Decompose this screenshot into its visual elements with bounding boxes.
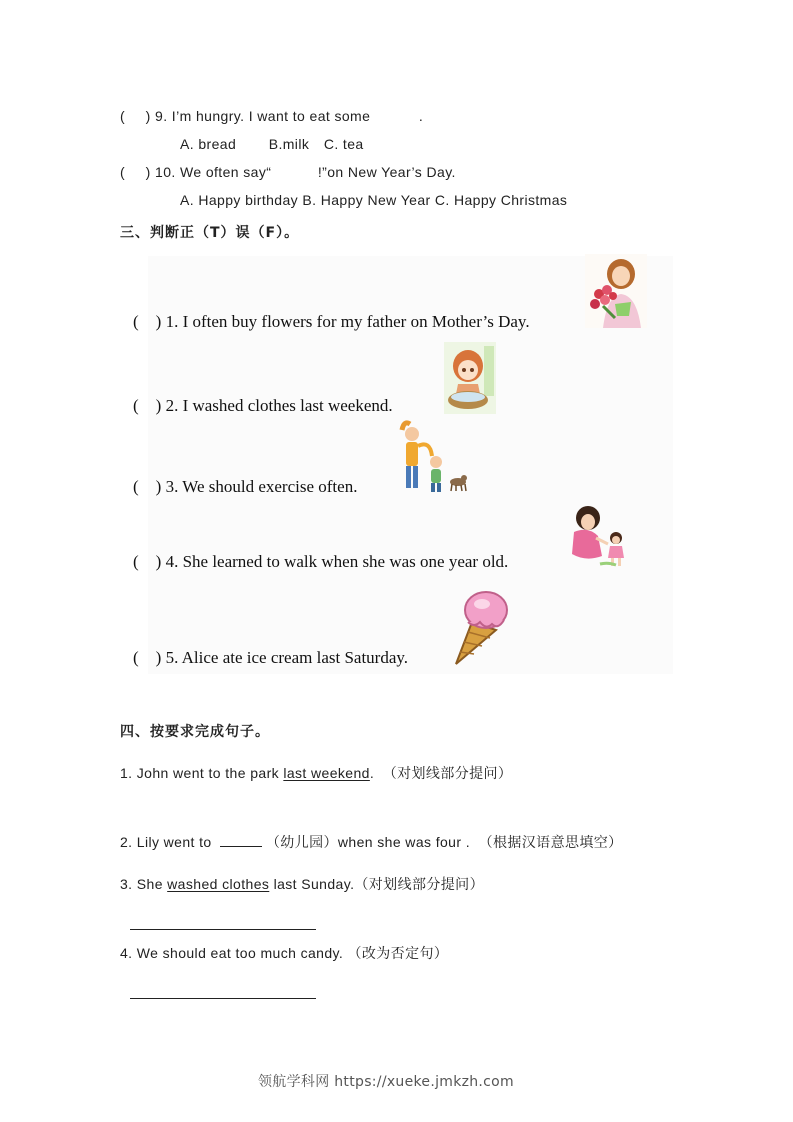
ice-cream-cone-illustration xyxy=(450,586,510,666)
question-text: I’m hungry. I want to eat some xyxy=(171,108,371,124)
sentence-q2 xyxy=(120,832,623,852)
answer-paren-close: ) xyxy=(145,108,151,124)
mother-and-toddler-illustration xyxy=(568,502,632,568)
footer-watermark: 领航学科网 https://xueke.jmkzh.com xyxy=(258,1074,514,1090)
statement-text: 3. We should exercise often. xyxy=(165,477,358,496)
q3-underlined: washed clothes xyxy=(167,876,270,892)
girl-washing-clothes-illustration xyxy=(444,342,496,414)
tf-item-1 xyxy=(133,312,530,332)
q4-answer-line[interactable] xyxy=(130,998,316,999)
answer-paren: ( ) xyxy=(133,396,162,415)
question-9 xyxy=(120,108,423,124)
q2-fill-blank[interactable] xyxy=(220,834,262,847)
q3-answer-line[interactable] xyxy=(130,929,316,930)
answer-paren: ( ) xyxy=(133,477,162,496)
q3-text-before: 3. She xyxy=(120,876,168,892)
mother-with-flowers-illustration xyxy=(585,254,647,328)
option-a: A. bread xyxy=(180,136,237,152)
answer-paren: ( ) xyxy=(133,312,162,331)
answer-paren: ( ) xyxy=(133,648,162,667)
statement-text: 2. I washed clothes last weekend. xyxy=(165,396,393,415)
tf-item-4 xyxy=(133,552,508,572)
q2-text-after: （幼儿园）when she was four . （根据汉语意思填空） xyxy=(265,834,623,850)
question-9-options xyxy=(180,136,364,152)
statement-text: 4. She learned to walk when she was one year old. xyxy=(165,552,509,571)
option-b: B.milk xyxy=(268,136,310,152)
tf-item-5 xyxy=(133,648,408,668)
section-4-title: 四、按要求完成句子。 xyxy=(120,724,270,740)
question-10-options: A. Happy birthday B. Happy New Year C. Happy Christmas xyxy=(180,192,568,208)
q3-text-after: last Sunday.（对划线部分提问） xyxy=(269,876,484,892)
tf-item-3 xyxy=(133,477,357,497)
answer-paren-close: ) xyxy=(145,164,151,180)
answer-paren-open: ( xyxy=(120,108,126,124)
q1-text-before: 1. John went to the park xyxy=(120,765,284,781)
q1-text-after: . （对划线部分提问） xyxy=(369,765,513,781)
option-c: C. tea xyxy=(323,136,364,152)
tf-item-2 xyxy=(133,396,393,416)
question-number: 9. xyxy=(155,108,168,124)
question-text: We often say“ xyxy=(179,164,272,180)
sentence-q4: 4. We should eat too much candy. （改为否定句） xyxy=(120,945,449,961)
question-10 xyxy=(120,164,456,180)
q1-underlined: last weekend xyxy=(283,765,370,781)
question-number: 10. xyxy=(155,164,176,180)
question-text-end: . xyxy=(418,108,424,124)
statement-text: 1. I often buy flowers for my father on Mother’s Day. xyxy=(165,312,530,331)
answer-paren-open: ( xyxy=(120,164,126,180)
section-3-title: 三、判断正（T）误（F）。 xyxy=(120,225,300,241)
sentence-q3 xyxy=(120,874,484,894)
q2-text-before: 2. Lily went to xyxy=(120,834,216,850)
statement-text: 5. Alice ate ice cream last Saturday. xyxy=(165,648,409,667)
sentence-q1 xyxy=(120,763,512,783)
question-text-end: !”on New Year’s Day. xyxy=(317,164,456,180)
family-exercising-illustration xyxy=(396,420,468,494)
answer-paren: ( ) xyxy=(133,552,162,571)
